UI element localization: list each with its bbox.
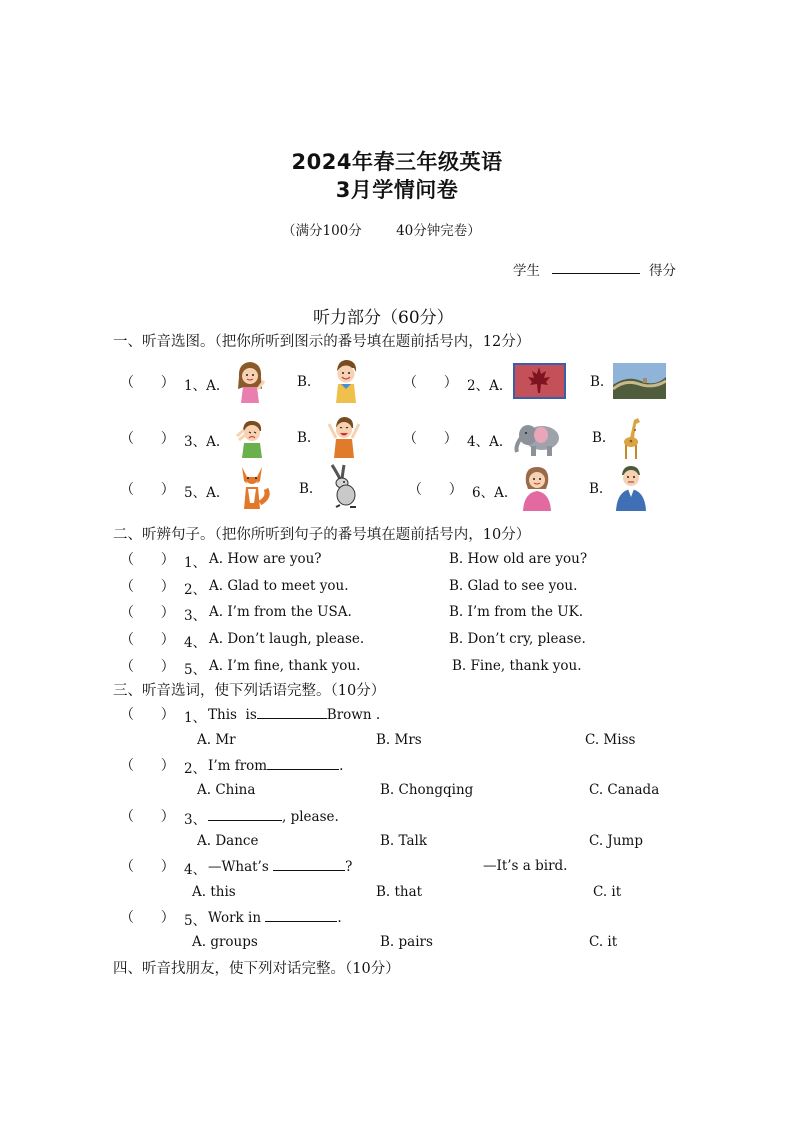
sentence-pre: Work in: [208, 910, 262, 926]
option-b-label: B.: [297, 430, 312, 446]
fill-blank[interactable]: [273, 858, 345, 871]
sentence-post: .: [339, 758, 344, 774]
sentence: [208, 706, 380, 723]
option-b-label: B.: [592, 430, 607, 446]
option-b: B. pairs: [380, 934, 433, 950]
option-c: C. Miss: [585, 732, 636, 748]
woman-icon: [518, 463, 556, 511]
score-label: 得分: [649, 263, 676, 279]
item-number: 2、: [184, 582, 207, 598]
man-icon: [612, 463, 650, 511]
page-subtitle: 3月学情问卷: [335, 178, 459, 202]
sentence: [208, 757, 343, 774]
fox-icon: [234, 463, 270, 511]
option-c: C. it: [589, 934, 618, 950]
option-b-label: B.: [299, 481, 314, 497]
fill-blank[interactable]: [257, 706, 327, 719]
option-b: B. Chongqing: [380, 782, 474, 798]
option-b: B. Talk: [380, 833, 428, 849]
elephant-icon: [511, 418, 563, 458]
item-number: 3、: [184, 812, 207, 828]
answer-paren[interactable]: （ ）: [120, 579, 175, 595]
option-b: B. that: [376, 884, 423, 900]
section3-heading: 三、听音选词，使下列话语完整。（10分）: [113, 683, 386, 699]
option-b-label: B.: [297, 374, 312, 390]
item-number: 5、A.: [184, 485, 221, 501]
item-number: 4、A.: [467, 434, 504, 450]
listening-header: 听力部分（60分）: [313, 308, 454, 328]
answer-paren[interactable]: （ ）: [120, 809, 175, 825]
answer-paren[interactable]: （ ）: [120, 659, 175, 675]
sentence-post: , please.: [282, 809, 339, 825]
item-number: 4、: [184, 635, 207, 651]
sentence-pre: This is: [208, 707, 257, 723]
answer-paren[interactable]: （ ）: [120, 605, 175, 621]
rabbit-icon: [326, 463, 364, 511]
section4-heading: 四、听音找朋友，使下列对话完整。（10分）: [113, 961, 400, 977]
sentence: [208, 909, 342, 926]
page-title: 2024年春三年级英语: [291, 150, 503, 174]
item-number: 4、: [184, 862, 207, 878]
option-a: A. I’m from the USA.: [209, 604, 352, 620]
boy-laughing-icon: [325, 414, 363, 458]
exam-info: （满分100分 40分钟完卷）: [282, 223, 481, 239]
answer-paren[interactable]: （ ）: [408, 482, 463, 498]
answer-paren[interactable]: （ ）: [120, 910, 175, 926]
sentence-pre: —What’s: [208, 859, 269, 875]
answer-paren[interactable]: （ ）: [403, 375, 458, 391]
option-b: B. I’m from the UK.: [449, 604, 584, 620]
option-b: B. Fine, thank you.: [452, 658, 582, 674]
reply-sentence: —It’s a bird.: [483, 858, 568, 874]
sentence-post: Brown .: [326, 707, 381, 723]
answer-paren[interactable]: （ ）: [120, 375, 175, 391]
option-a: A. Don’t laugh, please.: [209, 631, 365, 647]
great-wall-icon: [613, 363, 666, 399]
section1-heading: 一、听音选图。（把你所听到图示的番号填在题前括号内，12分）: [113, 334, 531, 350]
fill-blank[interactable]: [265, 909, 337, 922]
sentence: [208, 858, 352, 875]
item-number: 6、A.: [472, 485, 509, 501]
option-a: A. How are you?: [209, 551, 322, 567]
sentence-pre: I’m from: [208, 758, 268, 774]
option-b-label: B.: [589, 481, 604, 497]
fill-blank[interactable]: [208, 808, 282, 821]
item-number: 1、: [184, 710, 207, 726]
answer-paren[interactable]: （ ）: [120, 632, 175, 648]
giraffe-icon: [620, 416, 646, 460]
student-label: 学生: [513, 263, 540, 279]
item-number: 5、: [184, 913, 207, 929]
option-a: A. Dance: [197, 833, 259, 849]
option-c: C. it: [593, 884, 622, 900]
option-b: B. Don’t cry, please.: [449, 631, 586, 647]
option-b: B. Glad to see you.: [449, 578, 578, 594]
answer-paren[interactable]: （ ）: [120, 431, 175, 447]
section2-heading: 二、听辨句子。（把你所听到句子的番号填在题前括号内，10分）: [113, 527, 531, 543]
student-name-blank[interactable]: [552, 273, 640, 274]
answer-paren[interactable]: （ ）: [120, 707, 175, 723]
option-a: A. Glad to meet you.: [209, 578, 349, 594]
option-c: C. Jump: [589, 833, 643, 849]
option-a: A. groups: [192, 934, 258, 950]
item-number: 3、: [184, 608, 207, 624]
answer-paren[interactable]: （ ）: [120, 758, 175, 774]
option-b: B. Mrs: [376, 732, 422, 748]
item-number: 1、: [184, 555, 207, 571]
boy-smiling-icon: [330, 357, 362, 403]
boy-crying-icon: [234, 418, 268, 458]
girl-waving-icon: [234, 359, 266, 403]
maple-leaf-flag-icon: [513, 363, 566, 399]
answer-paren[interactable]: （ ）: [120, 552, 175, 568]
item-number: 5、: [184, 662, 207, 678]
sentence-post: .: [337, 910, 342, 926]
option-b: B. How old are you?: [449, 551, 588, 567]
answer-paren[interactable]: （ ）: [120, 482, 175, 498]
option-b-label: B.: [590, 374, 605, 390]
fill-blank[interactable]: [267, 757, 339, 770]
answer-paren[interactable]: （ ）: [403, 431, 458, 447]
item-number: 2、: [184, 761, 207, 777]
item-number: 3、A.: [184, 434, 221, 450]
sentence: [208, 808, 339, 825]
option-c: C. Canada: [589, 782, 660, 798]
sentence-post: ?: [345, 859, 353, 875]
answer-paren[interactable]: （ ）: [120, 859, 175, 875]
item-number: 2、A.: [467, 378, 504, 394]
option-a: A. this: [192, 884, 236, 900]
option-a: A. China: [197, 782, 256, 798]
option-a: A. Mr: [197, 732, 236, 748]
option-a: A. I’m fine, thank you.: [209, 658, 361, 674]
item-number: 1、A.: [184, 378, 221, 394]
